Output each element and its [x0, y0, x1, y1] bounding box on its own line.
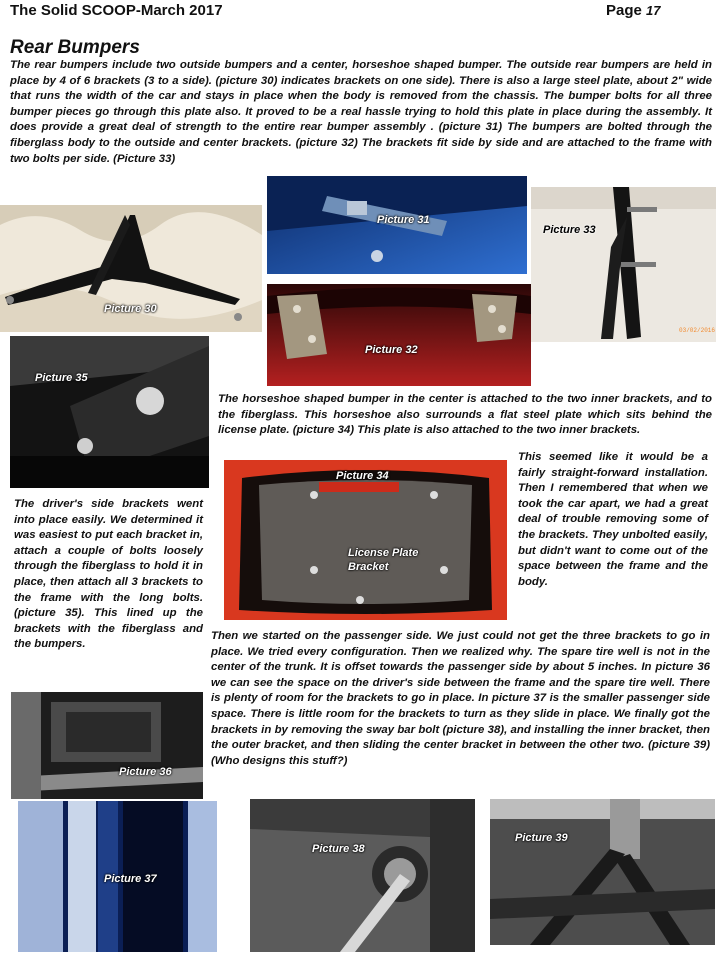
photo-32 [267, 284, 531, 386]
photo-36-caption: Picture 36 [119, 766, 172, 778]
photo-34 [224, 460, 507, 620]
photo-30 [0, 205, 262, 332]
photo-35-caption: Picture 35 [35, 372, 88, 384]
photo-33-caption: Picture 33 [543, 224, 596, 236]
paragraph-horseshoe: The horseshoe shaped bumper in the center is attached to the two inner brackets, and to the fiberglass. This horseshoe also surrounds a flat steel plate which sits behind the license plate. (picture 34) This plate is also attached to the two inner brackets. [218, 393, 712, 437]
photo-34-caption: Picture 34 [336, 470, 389, 482]
paragraph-intro: The rear bumpers include two outside bumpers and a center, horseshoe shaped bumper. The outside rear bumpers are held in place by 4 of 6 brackets (3 to a side). (picture 30) indicates brackets on one side). There is also a large steel plate, about 2" wide that runs the width of the car and stays in place when the body is removed from the chassis. The bumper bolts for all three bumper pieces go through this plate also. It proved to be a real hassle trying to hold this plate in place during the assembly. It does provide a great deal of strength to the entire rear bumper assembly . (picture 31) The bumpers are bolted through the fiberglass body to the outside and center brackets. (picture 32) The brackets fit side by side and are attached to the frame with two bolts per side. (Picture 33) [10, 59, 712, 165]
photo-31-caption: Picture 31 [377, 214, 430, 226]
photo-33-date-stamp: 03/02/2016 [679, 327, 716, 334]
photo-39 [490, 799, 715, 945]
photo-36 [11, 692, 203, 799]
paragraph-straightforward: This seemed like it would be a fairly straight-forward installation. Then I remembered that when we took the car apart, we had a great deal of trouble removing some of the brackets. They unbolted easily, but didn't want to come out of the space between the frame and the body. [518, 451, 708, 588]
photo-35 [10, 336, 209, 488]
paragraph-drivers-side: The driver's side brackets went into place easily. We determined it was easiest to put each bracket in, attach a couple of bolts loosely through the fiberglass to hold it in place, then attach all 3 brackets to the frame with the long bolts. (picture 35). This lined up the brackets with the fiberglass and the bumpers. [14, 498, 203, 651]
newsletter-title: The Solid SCOOP-March 2017 [10, 2, 223, 19]
paragraph-passenger-side: Then we started on the passenger side. We just could not get the three brackets to go in place. We tried every configuration. Then we realized why. The spare tire well is not in the center of the trunk. It is offset towards the passenger side by about 5 inches. In picture 36 we can see the space on the driver's side between the frame and the spare tire well. There is plenty of room for the brackets to go in place. In picture 37 is the smaller passenger side space. There is little room for the brackets to turn as they slide in place. We finally got the brackets in by removing the sway bar bolt (picture 38), and installing the inner bracket, then the outer bracket, and then sliding the center bracket in between the other two. (picture 39) (Who designs this stuff?) [211, 630, 710, 767]
page-label [606, 2, 661, 19]
photo-39-caption: Picture 39 [515, 832, 568, 844]
article-heading: Rear Bumpers [10, 37, 140, 58]
photo-37 [18, 801, 217, 952]
photo-32-caption: Picture 32 [365, 344, 418, 356]
photo-31 [267, 176, 527, 274]
photo-37-caption: Picture 37 [104, 873, 157, 885]
page-number: 17 [646, 3, 661, 18]
photo-30-caption: Picture 30 [104, 303, 157, 315]
photo-38-caption: Picture 38 [312, 843, 365, 855]
photo-33 [531, 187, 716, 342]
page-label-text: Page [606, 2, 642, 19]
photo-38 [250, 799, 475, 952]
license-plate-bracket-label: License Plate Bracket [348, 547, 419, 573]
